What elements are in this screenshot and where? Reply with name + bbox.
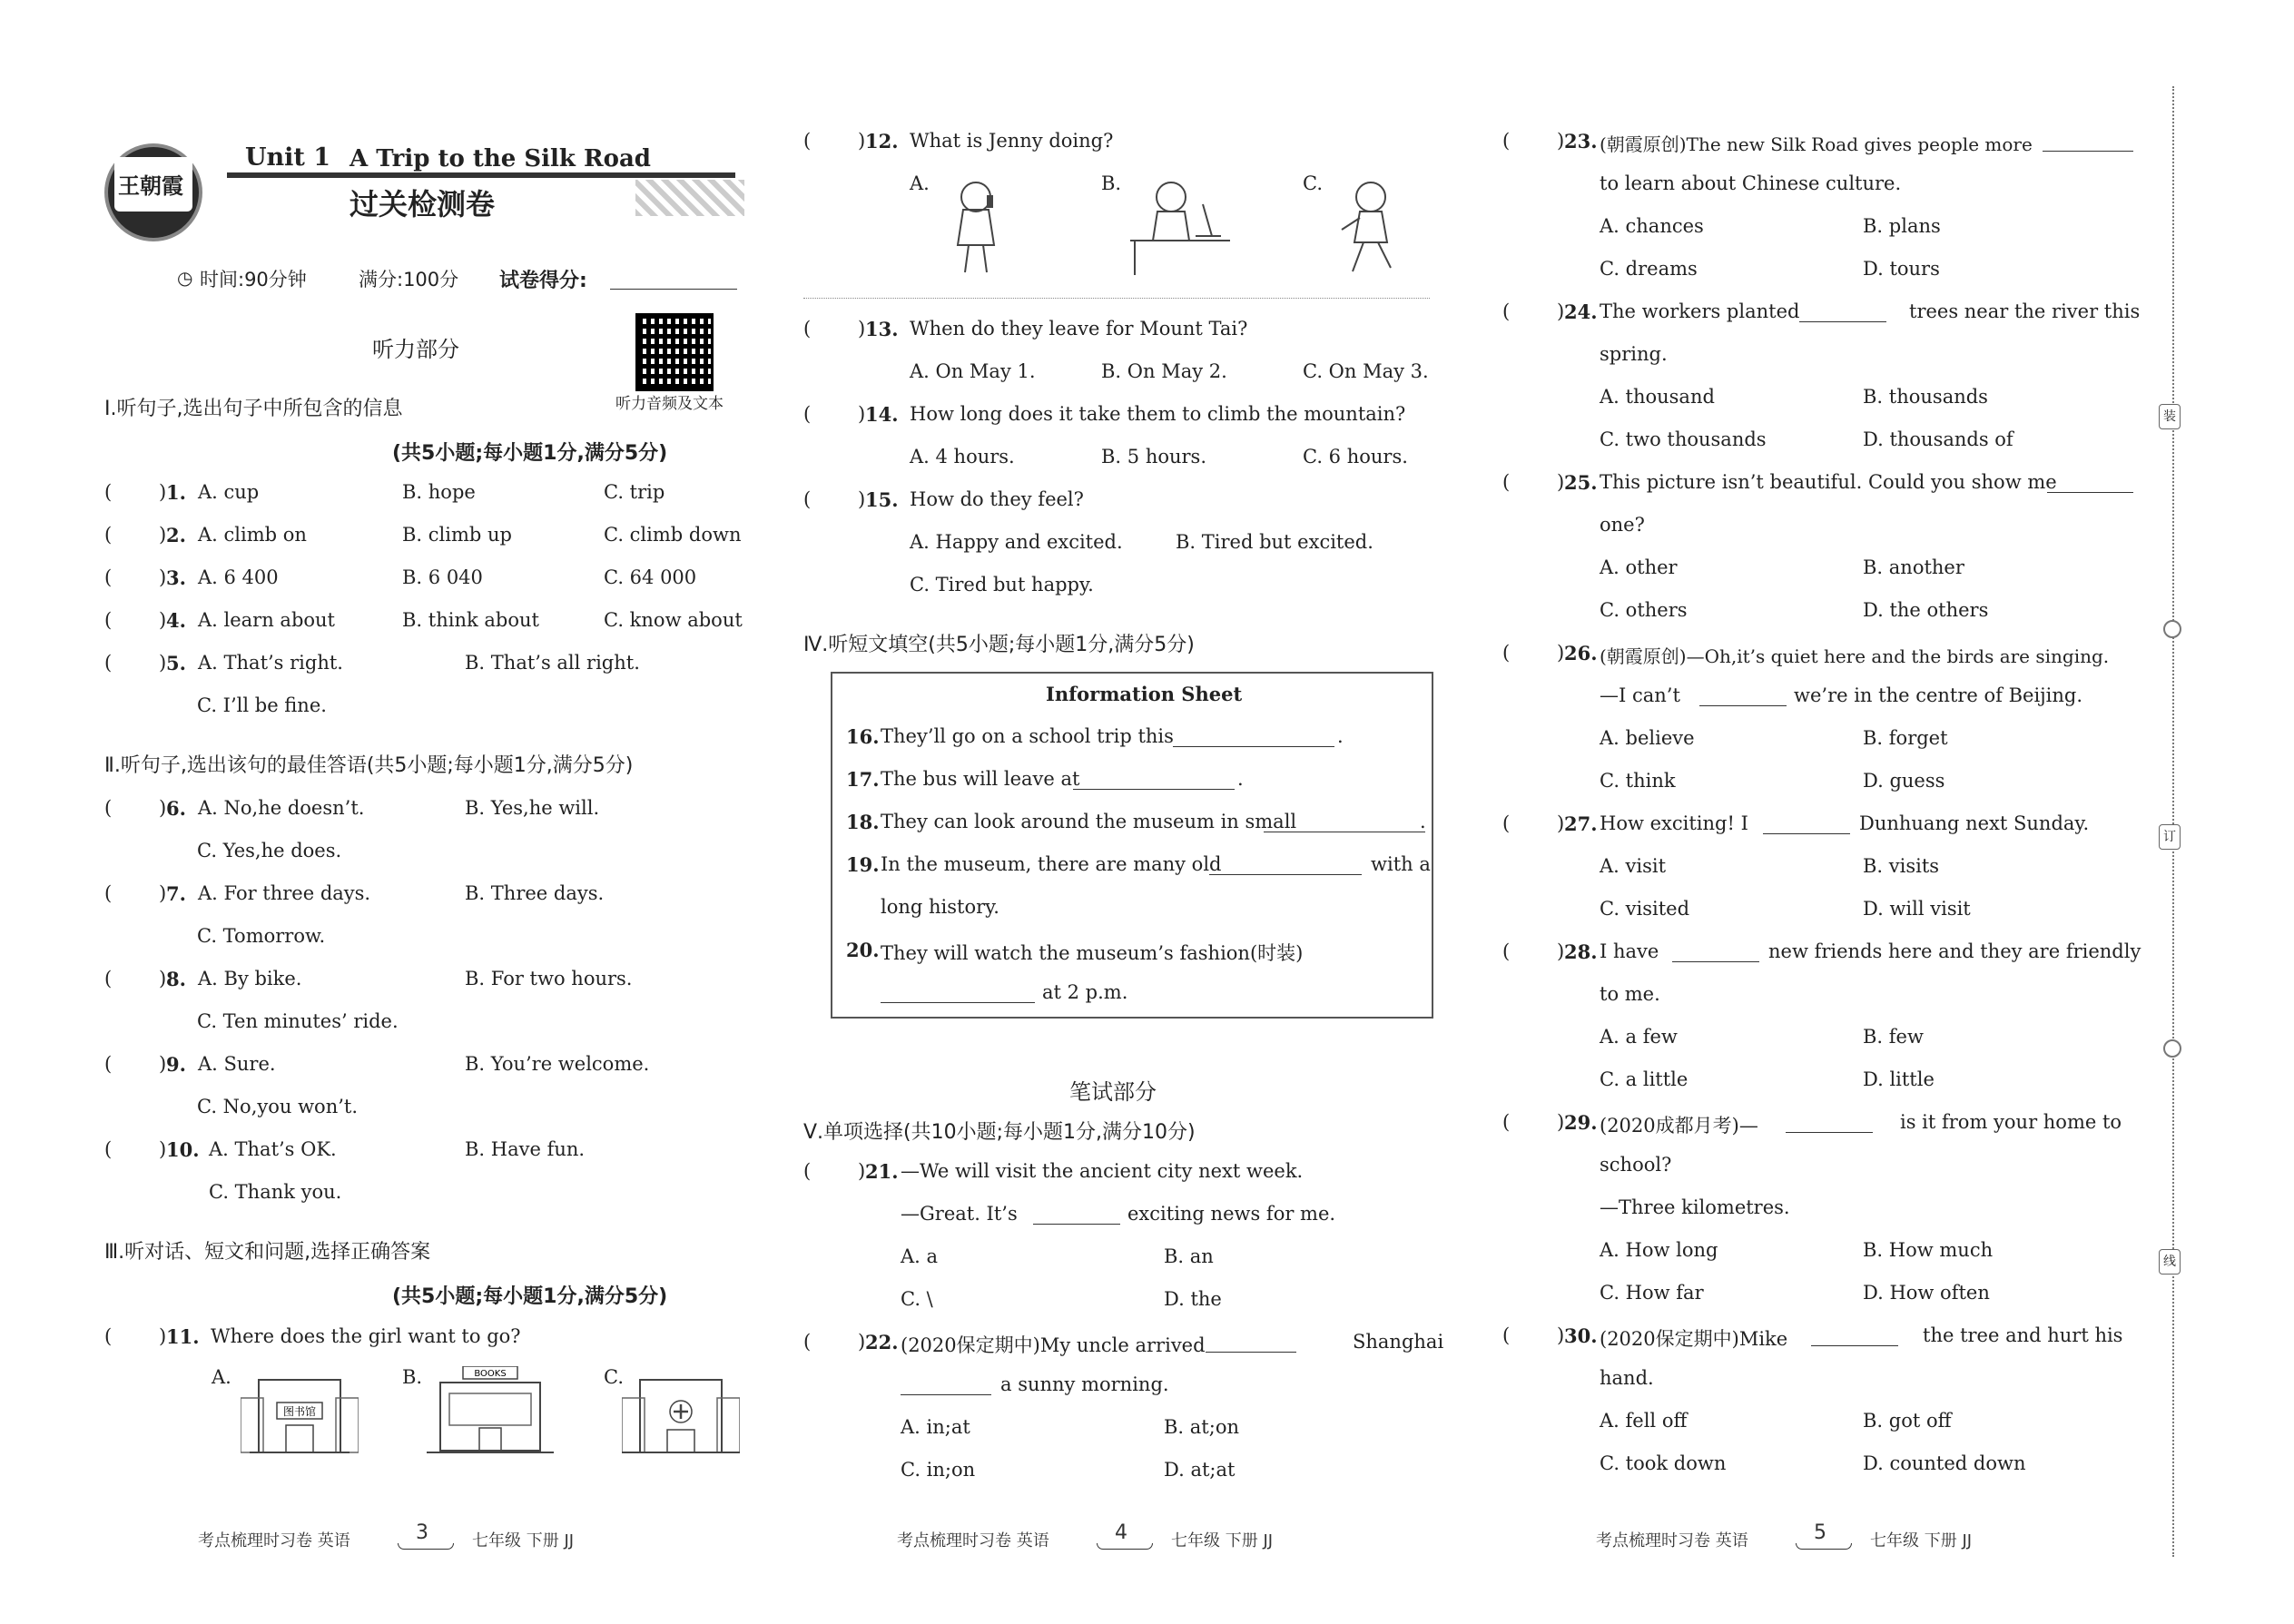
paren-close: ) (1557, 812, 1565, 834)
q-num: 24. (1564, 300, 1598, 323)
option-b: B. another (1863, 556, 1964, 578)
library-picture[interactable] (241, 1362, 359, 1462)
q-num: 16. (846, 725, 880, 748)
svg-text:BOOKS: BOOKS (474, 1369, 507, 1379)
q-text-2: spring. (1600, 343, 1668, 365)
option-c: C. I’ll be fine. (197, 694, 327, 716)
footer-page-bracket (1796, 1543, 1852, 1550)
paren-close: ) (159, 1053, 167, 1075)
answer-paren[interactable]: ( (1502, 1111, 1511, 1133)
binding-tab-1: 装 (2159, 404, 2181, 429)
footer-left: 考点梳理时习卷 英语 (897, 1531, 1049, 1550)
footer-left: 考点梳理时习卷 英语 (1596, 1531, 1748, 1550)
answer-paren[interactable]: ( (104, 1325, 113, 1347)
answer-paren[interactable]: ( (803, 130, 812, 152)
option-b: B. Three days. (465, 882, 605, 904)
q-text: (朝霞原创)The new Silk Road gives people more (1600, 133, 2033, 155)
option-c: C. How far (1600, 1282, 1704, 1304)
q-text: (2020保定期中)Mike (1600, 1328, 1788, 1350)
q-num: 19. (846, 853, 880, 876)
q-text: (朝霞原创)—Oh,it’s quiet here and the birds are singing. (1600, 645, 2110, 667)
option-d: D. the (1164, 1288, 1222, 1310)
option-b: B. forget (1863, 727, 1948, 749)
dotted-divider (803, 298, 1430, 299)
option-d: D. guess (1863, 770, 1945, 792)
paren-close: ) (159, 882, 167, 904)
paren-close: ) (159, 797, 167, 819)
footer-page-bracket (398, 1543, 454, 1550)
answer-paren[interactable]: ( (104, 481, 113, 503)
got-label: 试卷得分: (499, 270, 587, 292)
q-text: What is Jenny doing? (910, 130, 1114, 152)
answer-blank[interactable] (1209, 874, 1362, 875)
option-c: C. (1303, 172, 1323, 194)
answer-paren[interactable]: ( (1502, 471, 1511, 493)
option-d: D. tours (1863, 258, 1940, 280)
q-text-1b: trees near the river this (1909, 300, 2141, 322)
q-text: How exciting! I (1600, 812, 1748, 834)
binding-hole-icon (2163, 620, 2181, 638)
option-a: A. 4 hours. (910, 446, 1015, 468)
q-num: 10. (166, 1138, 200, 1161)
section-2-title: Ⅱ.听句子,选出该句的最佳答语(共5小题;每小题1分,满分5分) (104, 754, 634, 777)
q-text: I have (1600, 940, 1659, 962)
paren-close: ) (858, 318, 866, 340)
girl-microscope-picture[interactable] (1130, 177, 1230, 277)
score-label: 满分:100分 (359, 269, 459, 290)
option-a: A. fell off (1600, 1410, 1688, 1432)
q-text-2: a sunny morning. (1000, 1373, 1169, 1395)
q-text-1b: Dunhuang next Sunday. (1859, 812, 2090, 834)
paren-close: ) (1557, 300, 1565, 322)
answer-paren[interactable]: ( (104, 797, 113, 819)
answer-blank[interactable] (1799, 321, 1886, 322)
answer-blank[interactable] (881, 1002, 1035, 1003)
option-a: A. in;at (901, 1416, 970, 1438)
section-3-title: Ⅲ.听对话、短文和问题,选择正确答案 (104, 1241, 431, 1264)
paren-close: ) (858, 130, 866, 152)
answer-paren[interactable]: ( (104, 566, 113, 588)
q-num: 11. (166, 1325, 200, 1348)
answer-paren[interactable]: ( (1502, 300, 1511, 322)
binding-hole-icon (2163, 1039, 2181, 1058)
q-text-3: —Three kilometres. (1600, 1196, 1790, 1218)
option-a: A. a (901, 1245, 939, 1267)
answer-blank[interactable] (1033, 1224, 1120, 1225)
option-a: A. visit (1600, 855, 1667, 877)
q-text: They’ll go on a school trip this (881, 725, 1174, 747)
option-c: C. 6 hours. (1303, 446, 1408, 468)
option-c: C. two thousands (1600, 428, 1767, 450)
answer-paren[interactable]: ( (803, 403, 812, 425)
option-a: A. That’s OK. (209, 1138, 337, 1160)
option-b: B. plans (1863, 215, 1941, 237)
q-text-2: school? (1600, 1154, 1672, 1176)
option-a: A. climb on (198, 524, 307, 546)
option-d: D. little (1863, 1068, 1935, 1090)
q-text: The workers planted (1600, 300, 1800, 322)
option-b: B. climb up (402, 524, 512, 546)
paren-close: ) (159, 1138, 167, 1160)
answer-blank[interactable] (2043, 151, 2133, 152)
q-num: 30. (1564, 1324, 1598, 1347)
paren-close: ) (858, 403, 866, 425)
unit-label: Unit 1 (245, 143, 331, 172)
answer-blank[interactable] (1073, 789, 1235, 790)
answer-paren[interactable]: ( (1502, 642, 1511, 664)
header-stripe (227, 172, 735, 178)
footer-left: 考点梳理时习卷 英语 (198, 1531, 350, 1550)
option-b: B. How much (1863, 1239, 1994, 1261)
answer-paren[interactable]: ( (1502, 812, 1511, 834)
option-a: A. 6 400 (198, 566, 279, 588)
paren-close: ) (159, 524, 167, 546)
q-num: 4. (166, 609, 186, 632)
binding-dotted-line (2172, 86, 2174, 1557)
paren-close: ) (159, 609, 167, 631)
footer-right: 七年级 下册 JJ (472, 1531, 575, 1550)
information-sheet-box (831, 672, 1433, 1019)
option-c: C. No,you won’t. (197, 1096, 359, 1117)
logo-text: 王朝霞 (118, 173, 183, 199)
option-b: B. 6 040 (402, 566, 483, 588)
answer-paren[interactable]: ( (803, 1331, 812, 1353)
q-text-cont: long history. (881, 896, 999, 918)
q-text-cont: at 2 p.m. (1042, 981, 1128, 1003)
option-a: A. other (1600, 556, 1678, 578)
option-d: D. How often (1863, 1282, 1990, 1304)
svg-text:图书馆: 图书馆 (282, 1405, 317, 1418)
page-title: 过关检测卷 (350, 187, 496, 221)
option-a: A. cup (198, 481, 260, 503)
q-num: 25. (1564, 471, 1598, 494)
option-c: C. trip (604, 481, 665, 503)
q-text: The bus will leave at (881, 768, 1080, 790)
option-a: A. (212, 1366, 231, 1388)
option-b: B. got off (1863, 1410, 1952, 1432)
q-text: How do they feel? (910, 488, 1084, 510)
answer-blank[interactable] (1763, 833, 1850, 834)
q-num: 7. (166, 882, 186, 905)
option-a: A. (910, 172, 930, 194)
option-a: A. chances (1600, 215, 1704, 237)
q-num: 20. (846, 939, 880, 961)
answer-blank[interactable] (1206, 1352, 1296, 1353)
answer-paren[interactable]: ( (104, 652, 113, 674)
paren-close: ) (1557, 642, 1565, 664)
option-d: D. counted down (1863, 1452, 2026, 1474)
option-b: B. an (1164, 1245, 1214, 1267)
option-c: C. (604, 1366, 624, 1388)
section-4-title: Ⅳ.听短文填空(共5小题;每小题1分,满分5分) (803, 634, 1195, 656)
q-num: 18. (846, 811, 880, 833)
q-num: 17. (846, 768, 880, 791)
answer-blank[interactable] (2047, 492, 2133, 493)
q-text-post: with a (1371, 853, 1431, 875)
q-text-2b: we’re in the centre of Beijing. (1794, 684, 2083, 706)
footer-page-num: 4 (1115, 1521, 1127, 1544)
paren-close: ) (1557, 130, 1565, 152)
option-d: D. at;at (1164, 1459, 1236, 1481)
option-b: B. (402, 1366, 423, 1388)
option-d: D. will visit (1863, 898, 1971, 920)
q-num: 9. (166, 1053, 186, 1076)
q-num: 26. (1564, 642, 1598, 664)
paren-close: ) (159, 566, 167, 588)
q-text: They will watch the museum’s fashion(时装) (881, 942, 1304, 964)
answer-paren[interactable]: ( (104, 609, 113, 631)
q-text-post: . (1420, 811, 1426, 832)
option-c: C. Tomorrow. (197, 925, 326, 947)
option-a: A. learn about (198, 609, 335, 631)
option-b: B. think about (402, 609, 539, 631)
q-text: This picture isn’t beautiful. Could you show me (1600, 471, 2057, 493)
option-c: C. \ (901, 1288, 933, 1310)
option-b: B. visits (1863, 855, 1940, 877)
q-text-2: to me. (1600, 983, 1660, 1005)
q-num: 12. (865, 130, 899, 153)
option-c: C. think (1600, 770, 1676, 792)
option-c: C. 64 000 (604, 566, 697, 588)
paren-close: ) (858, 1160, 866, 1182)
answer-paren[interactable]: ( (104, 524, 113, 546)
q-text-2: hand. (1600, 1367, 1654, 1389)
q-num: 22. (865, 1331, 899, 1353)
unit-title: A Trip to the Silk Road (350, 145, 651, 172)
q-num: 28. (1564, 940, 1598, 963)
q-text: In the museum, there are many old (881, 853, 1222, 875)
option-c: C. a little (1600, 1068, 1689, 1090)
paren-close: ) (159, 1325, 167, 1347)
q-text: —We will visit the ancient city next week. (901, 1160, 1304, 1182)
q-text-post: . (1337, 725, 1344, 747)
answer-paren[interactable]: ( (104, 968, 113, 989)
q-text-2: to learn about Chinese culture. (1600, 172, 1902, 194)
answer-blank[interactable] (1699, 705, 1787, 706)
section-3-note: (共5小题;每小题1分,满分5分) (392, 1285, 668, 1308)
q-text: How long does it take them to climb the mountain? (910, 403, 1406, 425)
option-a: A. Sure. (198, 1053, 276, 1075)
q-text-1b: is it from your home to (1900, 1111, 2122, 1133)
footer-page-bracket (1097, 1543, 1153, 1550)
girl-phone-picture[interactable] (940, 177, 1012, 277)
answer-paren[interactable]: ( (104, 1053, 113, 1075)
qr-caption: 听力音频及文本 (615, 395, 724, 413)
option-c: C. others (1600, 599, 1688, 621)
header-checker (635, 180, 744, 216)
option-c: C. took down (1600, 1452, 1727, 1474)
answer-blank[interactable] (1173, 746, 1334, 747)
bookstore-picture[interactable] (427, 1366, 554, 1462)
option-b: B. thousands (1863, 386, 1988, 408)
q-text-post: . (1237, 768, 1244, 790)
q-num: 1. (166, 481, 186, 504)
footer-right: 七年级 下册 JJ (1870, 1531, 1973, 1550)
option-b: B. On May 2. (1101, 360, 1227, 382)
paren-close: ) (1557, 1324, 1565, 1346)
q-num: 21. (865, 1160, 899, 1183)
q-num: 29. (1564, 1111, 1598, 1134)
q-num: 5. (166, 652, 186, 674)
option-c: C. dreams (1600, 258, 1698, 280)
q-num: 27. (1564, 812, 1598, 835)
binding-tab-2: 订 (2159, 824, 2181, 850)
girl-running-picture[interactable] (1334, 177, 1407, 277)
option-c: C. Yes,he does. (197, 840, 342, 861)
option-a: A. Happy and excited. (910, 531, 1123, 553)
option-b: B. at;on (1164, 1416, 1239, 1438)
footer-page-num: 3 (416, 1521, 428, 1544)
q-text-1b: the tree and hurt his (1923, 1324, 2123, 1346)
footer-page-num: 5 (1814, 1521, 1826, 1544)
q-num: 15. (865, 488, 899, 511)
time-label: 时间:90分钟 (200, 269, 307, 290)
qr-code-icon (635, 313, 714, 391)
paren-close: ) (159, 481, 167, 503)
paren-close: ) (1557, 940, 1565, 962)
option-b: B. You’re welcome. (465, 1053, 650, 1075)
q-text: They can look around the museum in small (881, 811, 1297, 832)
answer-blank[interactable] (1672, 961, 1759, 962)
q-text-2a: —I can’t (1600, 684, 1680, 706)
listening-title: 听力部分 (372, 337, 459, 362)
option-a: A. On May 1. (910, 360, 1036, 382)
answer-paren[interactable]: ( (803, 488, 812, 510)
paren-close: ) (159, 652, 167, 674)
q-num: 23. (1564, 130, 1598, 153)
option-d: D. thousands of (1863, 428, 2013, 450)
option-c: C. Thank you. (209, 1181, 342, 1203)
option-b: B. few (1863, 1026, 1924, 1048)
option-c: C. climb down (604, 524, 742, 546)
clock-icon: ◷ (177, 267, 193, 289)
q-text: (2020成都月考)— (1600, 1115, 1758, 1137)
option-b: B. That’s all right. (465, 652, 640, 674)
option-b: B. Have fun. (465, 1138, 586, 1160)
option-c: C. On May 3. (1303, 360, 1429, 382)
answer-blank-2[interactable] (901, 1394, 991, 1395)
footer-right: 七年级 下册 JJ (1171, 1531, 1274, 1550)
q-text: Where does the girl want to go? (211, 1325, 521, 1347)
option-a: A. No,he doesn’t. (198, 797, 365, 819)
info-sheet-title: Information Sheet (1046, 683, 1243, 705)
answer-paren[interactable]: ( (803, 318, 812, 340)
option-c: C. in;on (901, 1459, 976, 1481)
option-b: B. 5 hours. (1101, 446, 1207, 468)
q-num: 2. (166, 524, 186, 546)
option-a: A. thousand (1600, 386, 1715, 408)
option-d: D. the others (1863, 599, 1989, 621)
option-b: B. For two hours. (465, 968, 633, 989)
q-num: 3. (166, 566, 186, 589)
q-text-1b: new friends here and they are friendly (1768, 940, 2141, 962)
paren-close: ) (858, 488, 866, 510)
option-c: C. know about (604, 609, 743, 631)
option-c: C. Tired but happy. (910, 574, 1094, 595)
q-num: 14. (865, 403, 899, 426)
option-b: B. (1101, 172, 1122, 194)
section-1-note: (共5小题;每小题1分,满分5分) (392, 442, 668, 465)
binding-tab-3: 线 (2159, 1249, 2181, 1275)
section-1-title: Ⅰ.听句子,选出句子中所包含的信息 (104, 398, 403, 420)
q-num: 8. (166, 968, 186, 990)
answer-paren[interactable]: ( (104, 1138, 113, 1160)
section-5-title: Ⅴ.单项选择(共10小题;每小题1分,满分10分) (803, 1121, 1196, 1144)
option-a: A. That’s right. (198, 652, 343, 674)
option-b: B. Yes,he will. (465, 797, 600, 819)
q-num: 13. (865, 318, 899, 340)
paren-close: ) (1557, 1111, 1565, 1133)
option-b: B. Tired but excited. (1176, 531, 1373, 553)
answer-paren[interactable]: ( (1502, 1324, 1511, 1346)
paren-close: ) (1557, 471, 1565, 493)
paren-close: ) (858, 1331, 866, 1353)
answer-blank[interactable] (1786, 1132, 1873, 1133)
q-text: (2020保定期中)My uncle arrived (901, 1334, 1206, 1356)
answer-paren[interactable]: ( (1502, 940, 1511, 962)
answer-paren[interactable]: ( (803, 1160, 812, 1182)
option-a: A. By bike. (198, 968, 302, 989)
option-b: B. hope (402, 481, 476, 503)
written-title: 笔试部分 (1069, 1079, 1157, 1105)
q-text-1b: Shanghai (1353, 1331, 1444, 1353)
hospital-picture[interactable] (622, 1366, 740, 1462)
paren-close: ) (159, 968, 167, 989)
option-c: C. visited (1600, 898, 1690, 920)
q-num: 6. (166, 797, 186, 820)
q-text-2: one? (1600, 514, 1645, 536)
option-a: A. For three days. (198, 882, 371, 904)
option-a: A. a few (1600, 1026, 1678, 1048)
answer-paren[interactable]: ( (104, 882, 113, 904)
q-text-2b: exciting news for me. (1127, 1203, 1336, 1225)
answer-blank[interactable] (1811, 1345, 1898, 1346)
score-blank (610, 289, 737, 290)
q-text-2a: —Great. It’s (901, 1203, 1018, 1225)
option-c: C. Ten minutes’ ride. (197, 1010, 399, 1032)
answer-paren[interactable]: ( (1502, 130, 1511, 152)
q-text: When do they leave for Mount Tai? (910, 318, 1248, 340)
option-a: A. believe (1600, 727, 1695, 749)
option-a: A. How long (1600, 1239, 1718, 1261)
